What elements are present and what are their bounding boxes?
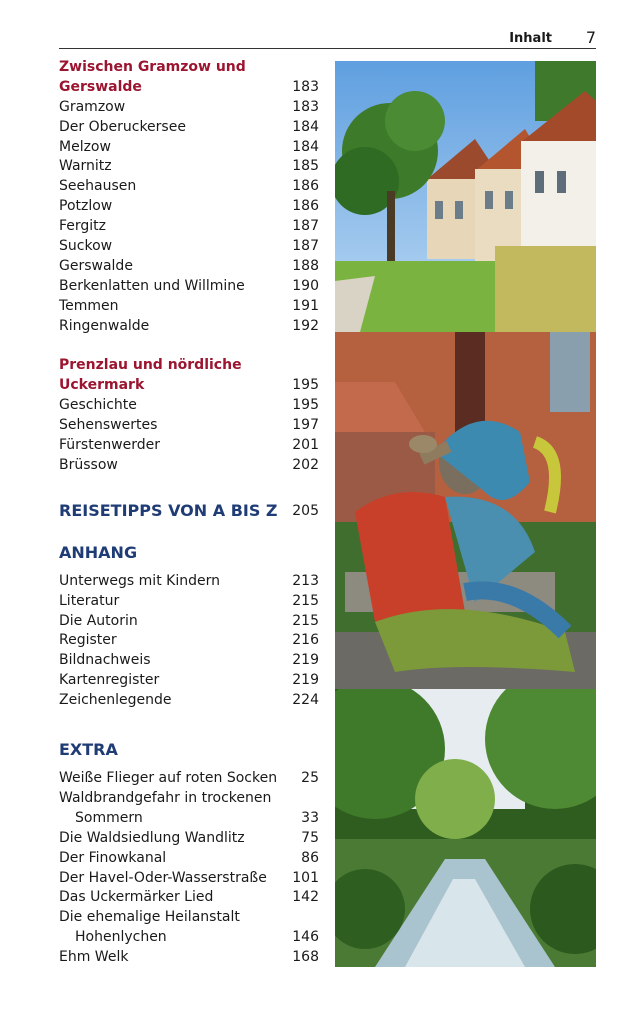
anhang-entry[interactable] xyxy=(59,592,319,612)
entry-page: 75 xyxy=(301,829,319,846)
entry-title: Register xyxy=(59,632,117,649)
entry-title: Ehm Welk xyxy=(59,949,129,966)
entry-page: 219 xyxy=(292,652,319,669)
entry-title: Sommern xyxy=(75,809,143,826)
toc-entry[interactable] xyxy=(59,257,319,277)
entry-page: 201 xyxy=(292,437,319,454)
entry-page: 168 xyxy=(292,949,319,966)
entry-title: Der Finowkanal xyxy=(59,849,167,866)
entry-title: Zeichenlegende xyxy=(59,692,172,709)
entry-page: 33 xyxy=(301,809,319,826)
toc-entry[interactable] xyxy=(59,197,319,217)
entry-page: 187 xyxy=(292,218,319,235)
entry-page: 202 xyxy=(292,456,319,473)
entry-title: Gramzow xyxy=(59,98,126,115)
statue-photo xyxy=(335,332,596,689)
entry-page: 186 xyxy=(292,198,319,215)
anhang-entry[interactable] xyxy=(59,651,319,671)
entry-title: Die ehemalige Heilanstalt xyxy=(59,909,240,926)
entry-page: 142 xyxy=(292,889,319,906)
extra-entry[interactable] xyxy=(59,829,319,849)
anhang-entry[interactable] xyxy=(59,691,319,711)
entry-title: Melzow xyxy=(59,138,111,155)
entry-page: 215 xyxy=(292,612,319,629)
entry-title: Der Havel-Oder-Wasserstraße xyxy=(59,869,267,886)
entry-page: 224 xyxy=(292,692,319,709)
entry-page: 191 xyxy=(292,297,319,314)
entry-title: Seehausen xyxy=(59,178,137,195)
entry-title: Waldbrandgefahr in trockenen xyxy=(59,789,272,806)
toc-entry[interactable] xyxy=(59,297,319,317)
toc-entry[interactable] xyxy=(59,138,319,158)
toc-entry[interactable] xyxy=(59,118,319,138)
anhang-heading: ANHANG xyxy=(59,542,138,562)
entry-title: Potzlow xyxy=(59,198,113,215)
entry-title: Kartenregister xyxy=(59,672,160,689)
entry-title: Suckow xyxy=(59,238,113,255)
extra-entry[interactable] xyxy=(59,809,319,829)
entry-page: 146 xyxy=(292,929,319,946)
entry-title: Weiße Flieger auf roten Socken xyxy=(59,770,278,787)
entry-title: Das Uckermärker Lied xyxy=(59,889,214,906)
anhang-entry[interactable] xyxy=(59,671,319,691)
entry-page: 190 xyxy=(292,277,319,294)
extra-entry[interactable] xyxy=(59,789,319,809)
toc-entry[interactable] xyxy=(59,396,319,416)
entry-title: Ringenwalde xyxy=(59,317,150,334)
entry-page: 192 xyxy=(292,317,319,334)
header-label: Inhalt xyxy=(509,31,552,46)
entry-page: 184 xyxy=(292,138,319,155)
village-photo xyxy=(335,61,596,332)
entry-title: Geschichte xyxy=(59,397,137,414)
entry-title: Berkenlatten und Willmine xyxy=(59,277,245,294)
extra-entry[interactable] xyxy=(59,948,319,968)
entry-title: Sehenswertes xyxy=(59,417,158,434)
entry-page: 213 xyxy=(292,572,319,589)
entry-page: 186 xyxy=(292,178,319,195)
entry-page: 86 xyxy=(301,849,319,866)
reisetipps-heading[interactable]: REISETIPPS VON A BIS Z 205 xyxy=(59,500,319,520)
toc-entry[interactable] xyxy=(59,317,319,337)
section-heading[interactable]: Uckermark 195 xyxy=(59,377,319,394)
entry-title: Fergitz xyxy=(59,218,107,235)
extra-entry[interactable] xyxy=(59,928,319,948)
extra-entry[interactable] xyxy=(59,869,319,889)
entry-page: 183 xyxy=(292,98,319,115)
entry-title: Gerswalde xyxy=(59,257,133,274)
entry-title: Fürstenwerder xyxy=(59,437,161,454)
entry-page: 216 xyxy=(292,632,319,649)
entry-page: 188 xyxy=(292,257,319,274)
entry-title: Die Waldsiedlung Wandlitz xyxy=(59,829,245,846)
toc-entry[interactable] xyxy=(59,416,319,436)
photo-column xyxy=(335,61,596,967)
toc-entry[interactable] xyxy=(59,98,319,118)
entry-page: 184 xyxy=(292,118,319,135)
section-heading[interactable]: Gerswalde 183 xyxy=(59,78,319,95)
toc-entry[interactable] xyxy=(59,237,319,257)
extra-entry[interactable] xyxy=(59,888,319,908)
entry-title: Bildnachweis xyxy=(59,652,151,669)
entry-title: Temmen xyxy=(59,297,119,314)
entry-title: Unterwegs mit Kindern xyxy=(59,572,220,589)
entry-title: Brüssow xyxy=(59,456,118,473)
anhang-entry[interactable] xyxy=(59,612,319,632)
entry-title: Warnitz xyxy=(59,158,112,175)
entry-page: 25 xyxy=(301,770,319,787)
extra-entry[interactable] xyxy=(59,908,319,928)
entry-page: 215 xyxy=(292,592,319,609)
entry-title: Der Oberuckersee xyxy=(59,118,186,135)
entry-title: Die Autorin xyxy=(59,612,138,629)
section-heading[interactable]: Zwischen Gramzow und xyxy=(59,59,246,75)
river-photo xyxy=(335,689,596,967)
entry-title: Hohenlychen xyxy=(75,929,167,946)
entry-page: 187 xyxy=(292,238,319,255)
entry-page: 195 xyxy=(292,397,319,414)
toc-entry[interactable] xyxy=(59,217,319,237)
table-of-contents xyxy=(59,58,319,968)
toc-entry[interactable] xyxy=(59,436,319,456)
entry-title: Literatur xyxy=(59,592,120,609)
entry-page: 219 xyxy=(292,672,319,689)
extra-entry[interactable] xyxy=(59,769,319,789)
anhang-entry[interactable] xyxy=(59,572,319,592)
page-number: 7 xyxy=(585,28,596,47)
entry-page: 197 xyxy=(292,417,319,434)
toc-entry[interactable] xyxy=(59,157,319,177)
entry-page: 185 xyxy=(292,158,319,175)
extra-heading: EXTRA xyxy=(59,740,118,760)
toc-entry[interactable] xyxy=(59,177,319,197)
entry-page: 101 xyxy=(292,869,319,886)
extra-entry[interactable] xyxy=(59,849,319,869)
anhang-entry[interactable] xyxy=(59,631,319,651)
page-header xyxy=(59,30,596,49)
toc-entry[interactable] xyxy=(59,456,319,476)
section-heading[interactable]: Prenzlau und nördliche xyxy=(59,357,242,374)
toc-entry[interactable] xyxy=(59,277,319,297)
